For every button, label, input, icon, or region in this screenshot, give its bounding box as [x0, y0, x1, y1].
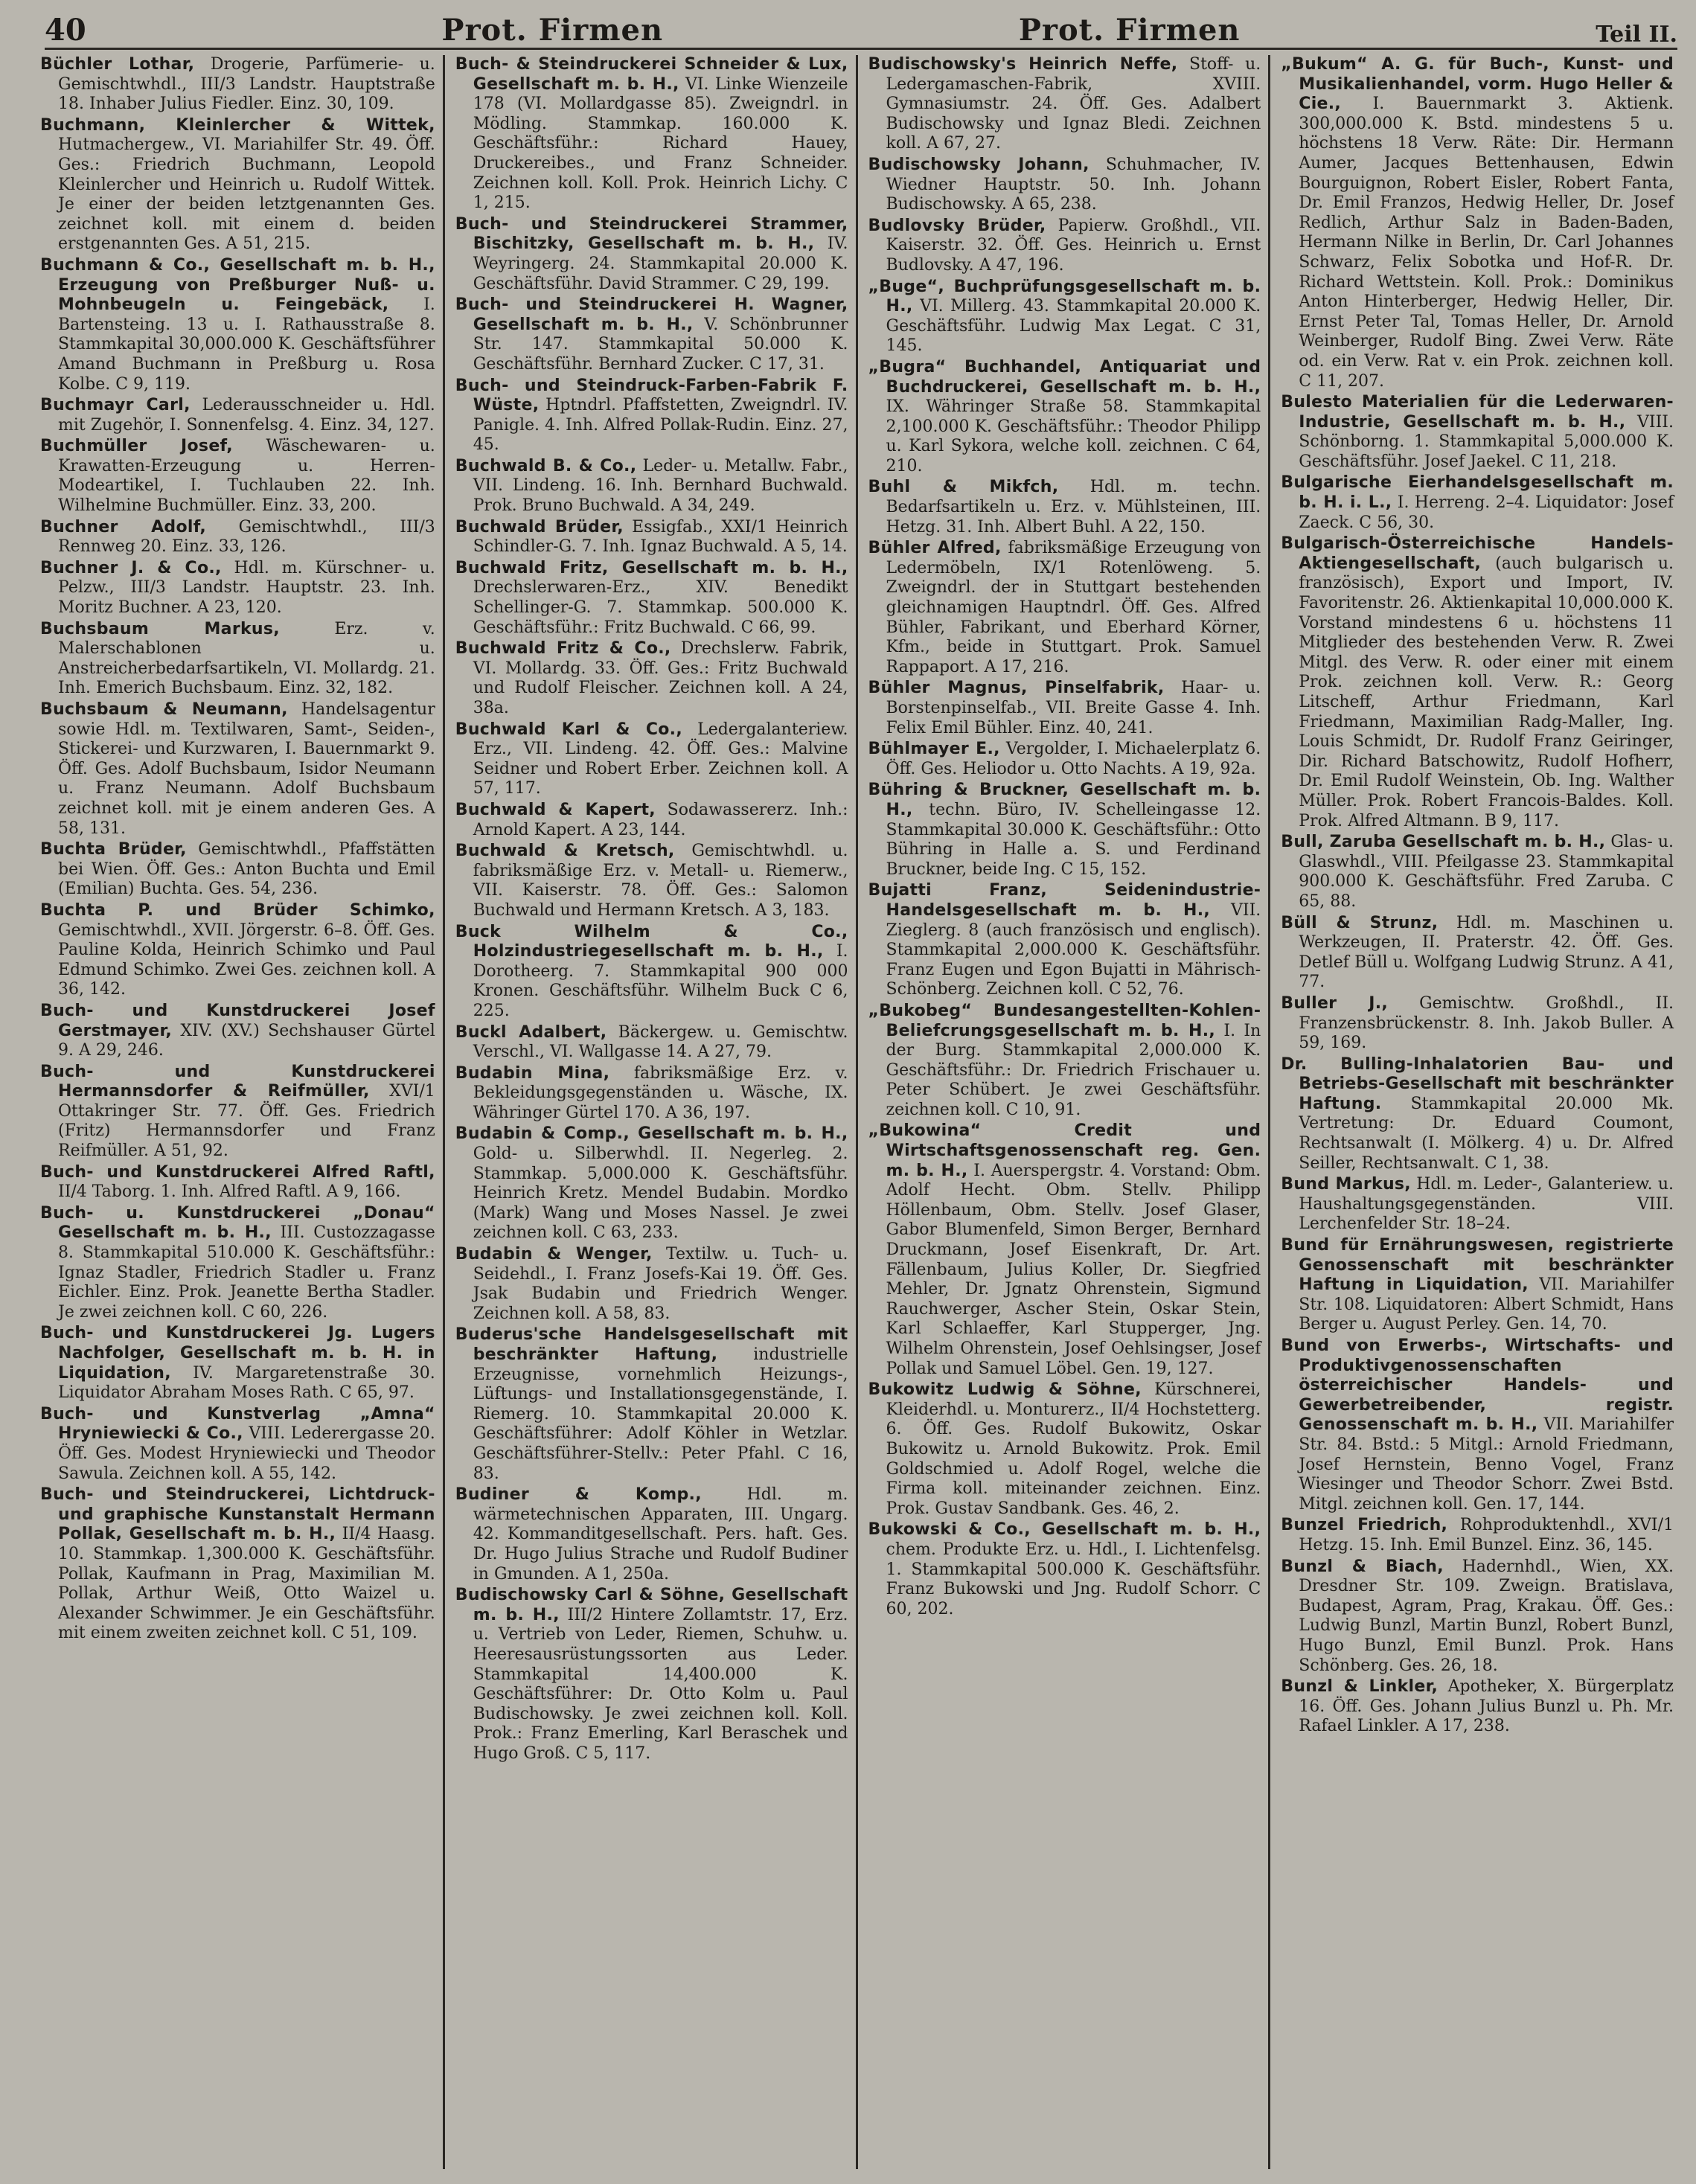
directory-entry — [868, 55, 1261, 154]
firm-name: Buch- und Kunstverlag „Amna“ Hryniewiecki & Co., — [40, 1404, 435, 1444]
firm-details: III. Custozzagasse 8. Stammkapital 510.000 K. Geschäftsführ.: Ignaz Stadler, Friedrich Stadler u. Franz Eichler. Einz. Prok. Jeanette Bertha Stadler. Je zwei zeichnen koll. C 60, 226. — [58, 1223, 435, 1322]
firm-details: VI. Linke Wienzeile 178 (VI. Mollardgasse 85). Zweigndrl. in Mödling. Stammkap. 160.000 K. Geschäftsführ.: Richard Hauey, Druckereibes., und Franz Schneider. Zeichnen koll. Koll. Prok. Heinrich Lichy. C 1, 215. — [473, 74, 848, 213]
directory-entry — [1281, 1516, 1674, 1555]
firm-name: Bühring & Bruckner, Gesellschaft m. b. H., — [868, 781, 1261, 819]
firm-details: Stammkapital 20.000 Mk. Vertretung: Dr. Eduard Coumont, Rechtsanwalt (I. Mölkerg. 4) u. Dr. Alfred Seiller, Rechtsanwalt. C 1, 38. — [1299, 1094, 1674, 1173]
page-header — [45, 6, 1677, 50]
firm-details: Drechslerw. Fabrik, VI. Mollardg. 33. Öff. Ges.: Fritz Buchwald und Rudolf Fleischer. Zeichnen koll. A 24, 38a. — [473, 639, 848, 717]
firm-details: Wäschewaren- u. Krawatten-Erzeugung u. Herren-Modeartikel, I. Tuchlauben 22. Inh. Wilhelmine Buchmüller. Einz. 33, 200. — [58, 437, 435, 516]
directory-entry — [1281, 1175, 1674, 1234]
firm-name: Bund Markus, — [1281, 1175, 1411, 1194]
firm-name: Bulgarisch-Österreichische Handels-Aktiengesellschaft, — [1281, 534, 1674, 573]
firm-details: Gemischtwhdl., XVII. Jörgerstr. 6–8. Öff. Ges. Pauline Kolda, Heinrich Schimko und Paul Edmund Schimko. Zwei Ges. zeichnen koll. A 36, 142. — [58, 920, 435, 999]
directory-entry — [1281, 1677, 1674, 1737]
firm-name: Buchmann & Co., Gesellschaft m. b. H., Erzeugung von Preßburger Nuß- u. Mohnbeugeln u. Feingebäck, — [40, 255, 435, 315]
directory-entry — [40, 1063, 435, 1162]
firm-details: fabriksmäßige Erzeugung von Ledermöbeln, IX/1 Rotenlöweng. 5. Zweigndrl. der in Stuttgart bestehenden gleichnamigen Hauptndrl. Öff. Ges. Alfred Bühler, Fabrikant, und Eberhard Körner, Kfm., beide in Stuttgart. Prok. Samuel Rappaport. A 17, 216. — [886, 539, 1261, 676]
firm-name: „Bukobeg“ Bundesangestellten-Kohlen- Beliefcrungsgesellschaft m. b. H., — [868, 1001, 1261, 1040]
firm-name: Bühler Magnus, Pinselfabrik, — [868, 679, 1165, 698]
firm-details: Gemischtwhdl., III/3 Rennweg 20. Einz. 33, 126. — [58, 517, 435, 557]
firm-name: Buch- & Steindruckerei Schneider & Lux, Gesellschaft m. b. H., — [455, 55, 848, 94]
firm-name: Büchler Lothar, — [40, 55, 195, 74]
directory-entry — [868, 278, 1261, 356]
directory-entry — [455, 377, 848, 455]
firm-details: Haar- u. Borstenpinselfab., VII. Breite Gasse 4. Inh. Felix Emil Bühler. Einz. 40, 241. — [886, 679, 1261, 737]
directory-entry — [455, 518, 848, 557]
directory-entry — [455, 1485, 848, 1584]
firm-name: „Bugra“ Buchhandel, Antiquariat und Buchdruckerei, Gesellschaft m. b. H., — [868, 357, 1261, 397]
firm-details: I. Bauernmarkt 3. Aktienk. 300,000.000 K. Bstd. mindestens 5 u. höchstens 18 Verw. Räte: Dir. Hermann Aumer, Jacques Bettenhausen, Edwin Bourguignon, Robert Eisler, Robert Fanta, Dr. Emil Franzos, Hedwig Heller, Dr. Josef Redlich, Arthur Salz in Baden-Baden, Hermann Nilke in Berlin, Dr. Carl Johannes Schwarz, Felix Sobotka und Hof-R. Dr. Richard Wettstein. Koll. Prok.: Dominikus Anton Hinterberger, Hedwig Heller, Dir. Ernst Peter Tal, Tomas Heller, Dr. Arnold Weinberger, Rudolf Bing. Zwei Verw. Räte od. ein Verw. Rat v. ein Prok. zeichnen koll. C 11, 207. — [1299, 95, 1674, 391]
directory-columns — [30, 55, 1681, 2169]
firm-name: Bühler Alfred, — [868, 539, 1002, 558]
firm-name: Buchwald Karl & Co., — [455, 720, 682, 739]
firm-details: industrielle Erzeugnisse, vornehmlich Heizungs-, Lüftungs- und Installationsgegenstände, I. Riemerg. 10. Stammkapital 20.000 K. Geschäftsführer: Adolf Köhler in Wetzlar. Geschäftsführer-Stellv.: Peter Pfahl. C 16, 83. — [473, 1345, 848, 1483]
firm-details: (auch bulgarisch u. französisch), Export und Import, IV. Favoritenstr. 26. Aktienkapital 10,000.000 K. Vorstand mindestens 6 u. höchstens 11 Mitglieder des bestehenden Verw. R. Zwei Mitgl. des Verw. R. oder einer mit einem Prok. zeichnen koll. Verw. R.: Georg Litscheff, Arthur Friedmann, Karl Friedmann, Maximilian Radg-Maller, Ing. Louis Schmidt, Dr. Rudolf Franz Geiringer, Dir. Richard Batschowitz, Rudolf Hofherr, Dr. Emil Rudolf Weinstein, Ob. Ing. Walther Müller. Prok. Robert Francois-Baldes. Koll. Prok. Alfred Altmann. B 9, 117. — [1299, 554, 1674, 830]
firm-details: I. In der Burg. Stammkapital 2,000.000 K. Geschäftsführ.: Dr. Friedrich Frischauer u. Peter Schübert. Je zwei Geschäftsführ. zeichnen koll. C 10, 91. — [886, 1021, 1261, 1119]
directory-entry — [40, 840, 435, 900]
directory-entry — [40, 1324, 435, 1403]
firm-details: II/4 Haasg. 10. Stammkap. 1,300.000 K. Geschäftsführ. Pollak, Kaufmann in Prag, Maximilian M. Pollak, Arthur Weiß, Otto Waizel u. Alexander Schwimmer. Je ein Geschäftsführ. mit einem zweiten zeichnet koll. C 51, 109. — [58, 1525, 435, 1643]
directory-entry — [455, 1245, 848, 1324]
directory-entry — [868, 217, 1261, 276]
firm-name: Buhl & Mikfch, — [868, 478, 1059, 497]
firm-details: VII. Mariahilfer Str. 108. Liquidatoren: Albert Schmidt, Hans Berger u. August Perley. Gen. 14, 70. — [1299, 1275, 1674, 1334]
firm-name: Budlovsky Brüder, — [868, 216, 1046, 235]
directory-entry — [1281, 534, 1674, 831]
firm-details: Sodawassererz. Inh.: Arnold Kapert. A 23, 144. — [473, 800, 848, 839]
firm-name: Bund für Ernährungswesen, registrierte Genossenschaft mit beschränkter Haftung in Liquidation, — [1281, 1236, 1674, 1295]
firm-name: Buchta P. und Brüder Schimko, — [40, 900, 435, 920]
directory-entry — [40, 437, 435, 516]
directory-entry — [455, 215, 848, 294]
firm-name: Budabin Mina, — [455, 1063, 610, 1083]
directory-entry — [455, 1023, 848, 1063]
firm-name: Buchwald B. & Co., — [455, 456, 637, 475]
firm-details: V. Schönbrunner Str. 147. Stammkapital 50.000 K. Geschäftsführ. Bernhard Zucker. C 17, 31. — [473, 315, 848, 374]
directory-entry — [455, 55, 848, 214]
firm-details: Hdl. m. Leder-, Galanteriew. u. Haushaltungsgegenständen. VIII. Lerchenfelder Str. 18–24. — [1299, 1175, 1674, 1234]
directory-entry — [40, 116, 435, 254]
directory-entry — [40, 396, 435, 435]
firm-details: Gold- u. Silberwhdl. II. Negerleg. 2. Stammkap. 5,000.000 K. Geschäftsführ. Heinrich Kretz. Mendel Budabin. Mordko (Mark) Wang und Moses Nassel. Je zwei zeichnen koll. C 63, 233. — [473, 1144, 848, 1243]
firm-details: Hptndrl. Pfaffstetten, Zweigndrl. IV. Panigle. 4. Inh. Alfred Pollak-Rudin. Einz. 27, 45. — [473, 396, 848, 455]
directory-entry — [1281, 1336, 1674, 1514]
column-3 — [856, 55, 1269, 2169]
firm-details: I. Auerspergstr. 4. Vorstand: Obm. Adolf Hecht. Obm. Stellv. Philipp Höllenbaum, Obm. Stellv. Josef Glaser, Gabor Blumenfeld, Simon Berger, Bernhard Druckmann, Josef Eisenkraft, Dr. Art. Fällenbaum, Julius Koller, Dr. Siegfried Mehler, Dr. Jgnatz Ohrenstein, Sigmund Rauchwerger, Ascher Stein, Oskar Stein, Karl Schlaeffer, Karl Stupperger, Jng. Wilhelm Ohrenstein, Josef Oehlsingser, Josef Pollak und Samuel Löbel. Gen. 19, 127. — [886, 1161, 1261, 1378]
directory-entry — [455, 559, 848, 638]
directory-entry — [40, 1204, 435, 1323]
firm-name: Bull, Zaruba Gesellschaft m. b. H., — [1281, 833, 1606, 852]
firm-details: VII. Mariahilfer Str. 84. Bstd.: 5 Mitgl.: Arnold Friedmann, Josef Hernstein, Benno Vogel, Franz Wiesinger und Theodor Schorr. Zwei Bstd. Mitgl. zeichnen koll. Gen. 17, 144. — [1299, 1415, 1674, 1514]
directory-entry — [868, 1520, 1261, 1619]
firm-details: I. Bartensteing. 13 u. I. Rathausstraße 8. Stammkapital 30,000.000 K. Geschäftsführer Amand Buchmann in Preßburg u. Rosa Kolbe. C 9, 119. — [58, 295, 435, 394]
firm-name: Buch- u. Kunstdruckerei „Donau“ Gesellschaft m. b. H., — [40, 1203, 435, 1243]
firm-details: Hdl. m. Kürschner- u. Pelzw., III/3 Landstr. Hauptstr. 23. Inh. Moritz Buchner. A 23, 120. — [58, 558, 435, 618]
firm-name: Bunzel Friedrich, — [1281, 1516, 1448, 1535]
firm-details: techn. Büro, IV. Schelleingasse 12. Stammkapital 30.000 K. Geschäftsführ.: Otto Bühring in Halle a. S. und Ferdinand Bruckner, beide Ing. C 15, 152. — [886, 800, 1261, 879]
firm-name: Bukowski & Co., Gesellschaft m. b. H., — [868, 1520, 1261, 1540]
directory-entry — [868, 740, 1261, 779]
firm-name: Bunzl & Linkler, — [1281, 1677, 1439, 1697]
firm-details: XVI/1 Ottakringer Str. 77. Öff. Ges. Friedrich (Fritz) Hermannsdorfer und Franz Reifmüller. A 51, 92. — [58, 1082, 435, 1161]
firm-name: Buch- und Steindruckerei Strammer, Bischitzky, Gesellschaft m. b. H., — [455, 214, 848, 254]
column-2 — [443, 55, 856, 2169]
firm-name: Budabin & Comp., Gesellschaft m. b. H., — [455, 1124, 848, 1144]
firm-name: Budischowsky's Heinrich Neffe, — [868, 55, 1178, 74]
firm-name: „Bukowina“ Credit und Wirtschaftsgenossenschaft reg. Gen. m. b. H., — [868, 1121, 1261, 1180]
directory-entry — [40, 901, 435, 1000]
firm-name: Bukowitz Ludwig & Söhne, — [868, 1380, 1142, 1400]
firm-details: XIV. (XV.) Sechshauser Gürtel 9. A 29, 246. — [58, 1021, 435, 1060]
firm-details: Lederausschneider u. Hdl. mit Zugehör, I. Sonnenfelsg. 4. Einz. 34, 127. — [58, 396, 435, 435]
firm-details: Drogerie, Parfümerie- u. Gemischtwhdl., III/3 Landstr. Hauptstraße 18. Inhaber Julius Fiedler. Einz. 30, 109. — [58, 55, 435, 114]
firm-details: IV. Weyringerg. 24. Stammkapital 20.000 K. Geschäftsführ. David Strammer. C 29, 199. — [473, 234, 848, 293]
firm-name: Buch- und Steindruckerei H. Wagner, Gesellschaft m. b. H., — [455, 295, 848, 334]
firm-name: Buch- und Steindruck-Farben-Fabrik F. Wüste, — [455, 376, 848, 415]
firm-details: VIII. Lederergasse 20. Öff. Ges. Modest Hryniewiecki und Theodor Sawula. Zeichnen koll. A 55, 142. — [58, 1424, 435, 1483]
firm-details: Textilw. u. Tuch- u. Seidehdl., I. Franz Josefs-Kai 19. Öff. Ges. Jsak Budabin und Friedrich Wenger. Zeichnen koll. A 58, 83. — [473, 1245, 848, 1323]
directory-entry — [868, 1121, 1261, 1379]
firm-details: Hutmachergew., VI. Mariahilfer Str. 49. Öff. Ges.: Friedrich Buchmann, Leopold Kleinlercher und Heinrich u. Rudolf Wittek. Je einer der beiden letztgenannten Ges. zeichnet koll. mit einem d. beiden erstgenannten Ges. A 51, 215. — [58, 135, 435, 254]
directory-entry — [868, 781, 1261, 880]
directory-entry — [455, 457, 848, 516]
firm-details: Ledergalanteriew. Erz., VII. Lindeng. 42. Öff. Ges.: Malvine Seidner und Robert Erber. Zeichnen koll. A 57, 117. — [473, 720, 848, 798]
firm-name: Bund von Erwerbs-, Wirtschafts- und Produktivgenossenschaften österreichischer Handels- und Gewerbetreibender, registr. Genossenschaft m. b. H., — [1281, 1336, 1674, 1435]
directory-entry — [868, 478, 1261, 537]
directory-entry — [868, 1002, 1261, 1121]
directory-entry — [40, 55, 435, 115]
firm-name: Buch- und Kunstdruckerei Josef Gerstmayer, — [40, 1001, 435, 1040]
firm-details: II/4 Taborg. 1. Inh. Alfred Raftl. A 9, 166. — [58, 1182, 401, 1202]
firm-name: Buchwald Brüder, — [455, 517, 624, 537]
firm-name: Buchner J. & Co., — [40, 558, 222, 577]
firm-name: Budiner & Komp., — [455, 1485, 702, 1505]
firm-details: III/2 Hintere Zollamtstr. 17, Erz. u. Vertrieb von Leder, Riemen, Schuhw. u. Heeresausrüstungssorten aus Leder. Stammkapital 14,400.000 K. Geschäftsführer: Dr. Otto Kolm u. Paul Budischowsky. Je zwei zeichnen koll. Koll. Prok.: Franz Emerling, Karl Beraschek und Hugo Groß. C 5, 117. — [473, 1605, 848, 1763]
directory-entry — [40, 518, 435, 557]
page-number: 40 — [45, 13, 86, 48]
firm-name: Buch- und Kunstdruckerei Alfred Raftl, — [40, 1162, 435, 1182]
directory-entry — [868, 679, 1261, 738]
directory-entry — [1281, 55, 1674, 391]
firm-details: Gemischtw. Großhdl., II. Franzensbrückenstr. 8. Inh. Jakob Buller. A 59, 169. — [1299, 993, 1674, 1053]
directory-entry — [455, 1586, 848, 1764]
directory-entry — [40, 1405, 435, 1484]
directory-entry — [1281, 833, 1674, 912]
firm-name: Budabin & Wenger, — [455, 1245, 653, 1264]
firm-details: Hdl. m. wärmetechnischen Apparaten, III. Ungarg. 42. Kommanditgesellschaft. Pers. haft. Ges. Dr. Hugo Julius Strache und Rudolf Budiner in Gmunden. A 1, 250a. — [473, 1485, 848, 1583]
firm-name: Buchwald Fritz, Gesellschaft m. b. H., — [455, 558, 848, 577]
directory-entry — [40, 1163, 435, 1203]
directory-entry — [455, 801, 848, 840]
directory-entry — [868, 539, 1261, 677]
firm-name: Bulgarische Eierhandelsgesellschaft m. b. H. i. L., — [1281, 473, 1674, 513]
firm-name: Bunzl & Biach, — [1281, 1557, 1444, 1576]
firm-name: Buderus'sche Handelsgesellschaft mit beschränkter Haftung, — [455, 1325, 848, 1364]
firm-details: fabriksmäßige Erz. v. Bekleidungsgegenständen u. Wäsche, IX. Währinger Gürtel 170. A 36, 197. — [473, 1063, 848, 1122]
firm-details: Handelsagentur sowie Hdl. m. Textilwaren, Samt-, Seiden-, Stickerei- und Kurzwaren, I. Bauernmarkt 9. Öff. Ges. Adolf Buchsbaum, Isidor Neumann u. Franz Neumann. Adolf Buchsbaum zeichnet koll. mit je einem anderen Ges. A 58, 131. — [58, 700, 435, 838]
directory-entry — [868, 358, 1261, 477]
directory-entry — [455, 720, 848, 799]
firm-name: Buch- und Kunstdruckerei Hermannsdorfer & Reifmüller, — [40, 1062, 435, 1101]
firm-name: Buchwald & Kretsch, — [455, 842, 675, 861]
firm-name: Buchsbaum & Neumann, — [40, 700, 288, 719]
directory-entry — [40, 1002, 435, 1061]
firm-details: IV. Margaretenstraße 30. Liquidator Abraham Moses Rath. C 65, 97. — [58, 1363, 435, 1403]
firm-details: Leder- u. Metallw. Fabr., VII. Lindeng. 16. Inh. Bernhard Buchwald. Prok. Bruno Buchwald. A 34, 249. — [473, 456, 848, 516]
firm-name: „Bukum“ A. G. für Buch-, Kunst- und Musikalienhandel, vorm. Hugo Heller & Cie., — [1281, 55, 1674, 114]
directory-entry — [455, 923, 848, 1022]
firm-details: Glas- u. Glaswhdl., VIII. Pfeilgasse 23. Stammkapital 900.000 K. Geschäftsführ. Fred Zaruba. C 65, 88. — [1299, 833, 1674, 911]
directory-entry — [868, 1380, 1261, 1519]
firm-name: Buch- und Steindruckerei, Lichtdruck- und graphische Kunstanstalt Hermann Pollak, Gesellschaft m. b. H., — [40, 1485, 435, 1544]
directory-entry — [1281, 1055, 1674, 1174]
directory-entry — [455, 842, 848, 920]
firm-name: Buchmann, Kleinlercher & Wittek, — [40, 115, 435, 135]
firm-details: Kürschnerei, Kleiderhdl. u. Monturerz., II/4 Hochstetterg. 6. Öff. Ges. Rudolf Bukowitz, Oskar Bukowitz u. Arnold Bukowitz. Prok. Emil Goldschmied u. Adolf Rogel, welche die Firma koll. miteinander zeichnen. Einz. Prok. Gustav Sandbank. Ges. 46, 2. — [886, 1380, 1261, 1518]
directory-entry — [1281, 914, 1674, 993]
firm-name: Buchner Adolf, — [40, 517, 207, 537]
firm-name: Buchsbaum Markus, — [40, 619, 280, 638]
directory-entry — [1281, 994, 1674, 1054]
firm-name: Budischowsky Carl & Söhne, Gesellschaft m. b. H., — [455, 1586, 848, 1624]
directory-entry — [40, 1485, 435, 1644]
firm-name: Bulesto Materialien für die Lederwaren-Industrie, Gesellschaft m. b. H., — [1281, 393, 1674, 432]
directory-entry — [1281, 393, 1674, 472]
part-label: Teil II. — [1596, 22, 1677, 48]
directory-entry — [455, 1064, 848, 1124]
running-head-left: Prot. Firmen — [441, 13, 664, 48]
firm-name: Buchwald & Kapert, — [455, 800, 656, 819]
directory-entry — [40, 559, 435, 618]
firm-name: Buchmüller Josef, — [40, 437, 233, 456]
directory-entry — [868, 881, 1261, 1000]
firm-details: Rohproduktenhdl., XVI/1 Hetzg. 15. Inh. Emil Bunzel. Einz. 36, 145. — [1299, 1516, 1674, 1554]
firm-details: Hdl. m. techn. Bedarfsartikeln u. Erz. v. Mühlsteinen, III. Hetzg. 31. Inh. Albert Buhl. A 22, 150. — [886, 478, 1261, 537]
directory-entry — [1281, 1236, 1674, 1335]
directory-entry — [455, 1124, 848, 1243]
firm-details: Stoff- u. Ledergamaschen-Fabrik, XVIII. Gymnasiumstr. 24. Öff. Ges. Adalbert Budischowsky und Ignaz Bledi. Zeichnen koll. A 67, 27. — [886, 55, 1261, 153]
firm-details: VII. Zieglerg. 8 (auch französisch und englisch). Stammkapital 2,000.000 K. Geschäftsführ. Franz Eugen und Egon Bujatti in Mährisch-Schönberg. Zeichnen koll. C 52, 76. — [886, 900, 1261, 999]
firm-details: Papierw. Großhdl., VII. Kaiserstr. 32. Öff. Ges. Heinrich u. Ernst Budlovsky. A 47, 196. — [886, 216, 1261, 275]
firm-name: Bujatti Franz, Seidenindustrie-Handelsgesellschaft m. b. H., — [868, 881, 1261, 920]
firm-name: Budischowsky Johann, — [868, 155, 1089, 174]
directory-entry — [455, 639, 848, 718]
directory-entry — [455, 1325, 848, 1484]
firm-details: Gemischtwhdl., Pfaffstätten bei Wien. Öff. Ges.: Anton Buchta und Emil (Emilian) Buchta. Ges. 54, 236. — [58, 840, 435, 899]
directory-entry — [455, 295, 848, 374]
firm-details: Gemischtwhdl. u. fabriksmäßige Erz. v. Metall- u. Riemerw., VII. Kaiserstr. 78. Öff. Ges.: Salomon Buchwald und Hermann Kretsch. A 3, 183. — [473, 842, 848, 920]
directory-entry — [40, 620, 435, 699]
running-head-right: Prot. Firmen — [1018, 13, 1241, 48]
firm-name: Buchwald Fritz & Co., — [455, 639, 671, 659]
firm-details: Hdl. m. Maschinen u. Werkzeugen, II. Praterstr. 42. Öff. Ges. Detlef Büll u. Wolfgang Ludwig Strunz. A 41, 77. — [1299, 913, 1674, 992]
directory-entry — [1281, 473, 1674, 533]
firm-details: Bäckergew. u. Gemischtw. Verschl., VI. Wallgasse 14. A 27, 79. — [473, 1022, 848, 1062]
firm-name: Dr. Bulling-Inhalatorien Bau- und Betriebs-Gesellschaft mit beschränkter Haftung. — [1281, 1054, 1674, 1113]
firm-name: Buchmayr Carl, — [40, 396, 191, 415]
firm-name: Buch- und Kunstdruckerei Jg. Lugers Nachfolger, Gesellschaft m. b. H. in Liquidation, — [40, 1324, 435, 1383]
firm-details: Erz. v. Malerschablonen u. Anstreicherbedarfsartikeln, VI. Mollardg. 21. Inh. Emerich Buchsbaum. Einz. 32, 182. — [58, 619, 435, 698]
firm-name: Buller J., — [1281, 993, 1389, 1013]
firm-details: I. Dorotheerg. 7. Stammkapital 900 000 Kronen. Geschäftsführ. Wilhelm Buck C 6, 225. — [473, 942, 848, 1020]
firm-details: Essigfab., XXI/1 Heinrich Schindler-G. 7. Inh. Ignaz Buchwald. A 5, 14. — [473, 517, 848, 557]
firm-details: Hadernhdl., Wien, XX. Dresdner Str. 109. Zweign. Bratislava, Budapest, Agram, Prag, Krakau. Öff. Ges.: Ludwig Bunzl, Martin Bunzl, Robert Bunzl, Hugo Bunzl, Emil Bunzl. Prok. Hans Schönberg. Ges. 26, 18. — [1299, 1557, 1674, 1675]
directory-entry — [1281, 1557, 1674, 1677]
firm-name: Buchta Brüder, — [40, 840, 187, 859]
firm-details: Schuhmacher, IV. Wiedner Hauptstr. 50. Inh. Johann Budischowsky. A 65, 238. — [886, 155, 1261, 214]
directory-entry — [868, 156, 1261, 215]
firm-details: Drechslerwaren-Erz., XIV. Benedikt Schellinger-G. 7. Stammkap. 500.000 K. Geschäftsführ.: Fritz Buchwald. C 66, 99. — [473, 578, 848, 637]
column-4 — [1268, 55, 1681, 2169]
firm-details: chem. Produkte Erz. u. Hdl., I. Lichtenfelsg. 1. Stammkapital 500.000 K. Geschäftsführ. Franz Bukowski und Jng. Rudolf Schorr. C 60, 202. — [886, 1540, 1261, 1618]
firm-details: IX. Währinger Straße 58. Stammkapital 2,100.000 K. Geschäftsführ.: Theodor Philipp u. Karl Sykora, welche koll. zeichnen. C 64, 210. — [886, 397, 1261, 475]
directory-entry — [40, 256, 435, 394]
firm-details: I. Herreng. 2–4. Liquidator: Josef Zaeck. C 56, 30. — [1299, 493, 1674, 532]
firm-name: Buck Wilhelm & Co., Holzindustriegesellschaft m. b. H., — [455, 922, 848, 961]
firm-name: „Buge“, Buchprüfungsgesellschaft m. b. H., — [868, 277, 1261, 316]
firm-name: Buckl Adalbert, — [455, 1022, 607, 1042]
directory-entry — [40, 700, 435, 839]
firm-details: Vergolder, I. Michaelerplatz 6. Öff. Ges. Heliodor u. Otto Nachts. A 19, 92a. — [886, 740, 1261, 778]
firm-details: VIII. Schönborng. 1. Stammkapital 5,000.000 K. Geschäftsführ. Josef Jaekel. C 11, 218. — [1299, 412, 1674, 471]
column-1 — [30, 55, 443, 2169]
firm-details: VI. Millerg. 43. Stammkapital 20.000 K. Geschäftsführ. Ludwig Max Legat. C 31, 145. — [886, 297, 1261, 356]
firm-name: Bühlmayer E., — [868, 740, 1000, 759]
firm-details: Apotheker, X. Bürgerplatz 16. Öff. Ges. Johann Julius Bunzl u. Ph. Mr. Rafael Linkler. A 17, 238. — [1299, 1677, 1674, 1736]
firm-name: Büll & Strunz, — [1281, 913, 1439, 932]
